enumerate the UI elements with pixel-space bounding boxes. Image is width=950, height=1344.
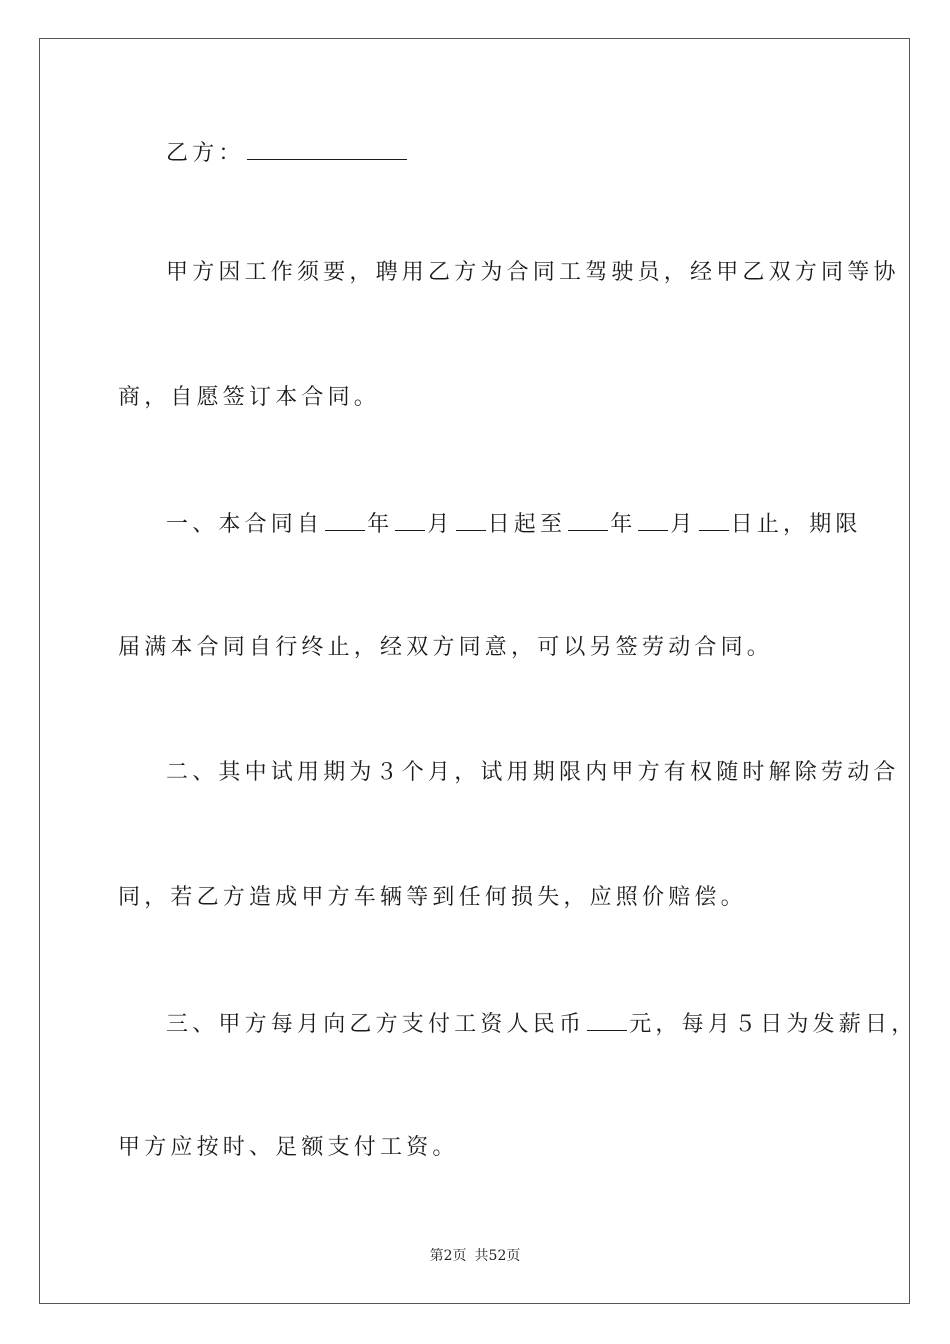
clause-1-text-g: 日止，期限 — [730, 512, 862, 537]
start-day-blank — [456, 508, 486, 531]
salary-amount-blank — [587, 1008, 627, 1031]
party-b-label: 乙方： — [166, 141, 245, 166]
page-number: 第2页 — [429, 1248, 467, 1264]
page-footer — [0, 1246, 950, 1266]
party-b-blank — [247, 137, 407, 160]
clause-1-line-2: 届满本合同自行终止，经双方同意，可以另签劳动合同。 — [118, 635, 774, 660]
clause-1-text-d: 日起至 — [487, 512, 567, 537]
clause-1-text-c: 月 — [427, 512, 454, 537]
clause-3-text-a: 三、甲方每月向乙方支付工资人民币 — [166, 1012, 586, 1037]
clause-3-text-b: 元，每月５日为发薪日， — [629, 1012, 918, 1037]
clause-2-line-1: 二、其中试用期为３个月，试用期限内甲方有权随时解除劳动合 — [166, 760, 900, 785]
clause-2-line-2: 同，若乙方造成甲方车辆等到任何损失，应照价赔偿。 — [118, 885, 747, 910]
clause-3-line-2: 甲方应按时、足额支付工资。 — [118, 1135, 459, 1160]
intro-line-1: 甲方因工作须要，聘用乙方为合同工驾驶员，经甲乙双方同等协 — [166, 260, 900, 285]
start-year-blank — [325, 508, 365, 531]
party-b-line — [166, 137, 409, 169]
clause-3-line-1 — [166, 1008, 917, 1040]
end-year-blank — [568, 508, 608, 531]
page-border — [39, 38, 910, 1304]
clause-1-line-1 — [166, 508, 862, 540]
clause-1-text-b: 年 — [367, 512, 394, 537]
end-month-blank — [638, 508, 668, 531]
page-total: 共52页 — [474, 1248, 521, 1264]
end-day-blank — [699, 508, 729, 531]
start-month-blank — [395, 508, 425, 531]
intro-line-2: 商，自愿签订本合同。 — [118, 385, 381, 410]
clause-1-text-f: 月 — [670, 512, 697, 537]
clause-1-text-e: 年 — [610, 512, 637, 537]
clause-1-text-a: 一、本合同自 — [166, 512, 324, 537]
